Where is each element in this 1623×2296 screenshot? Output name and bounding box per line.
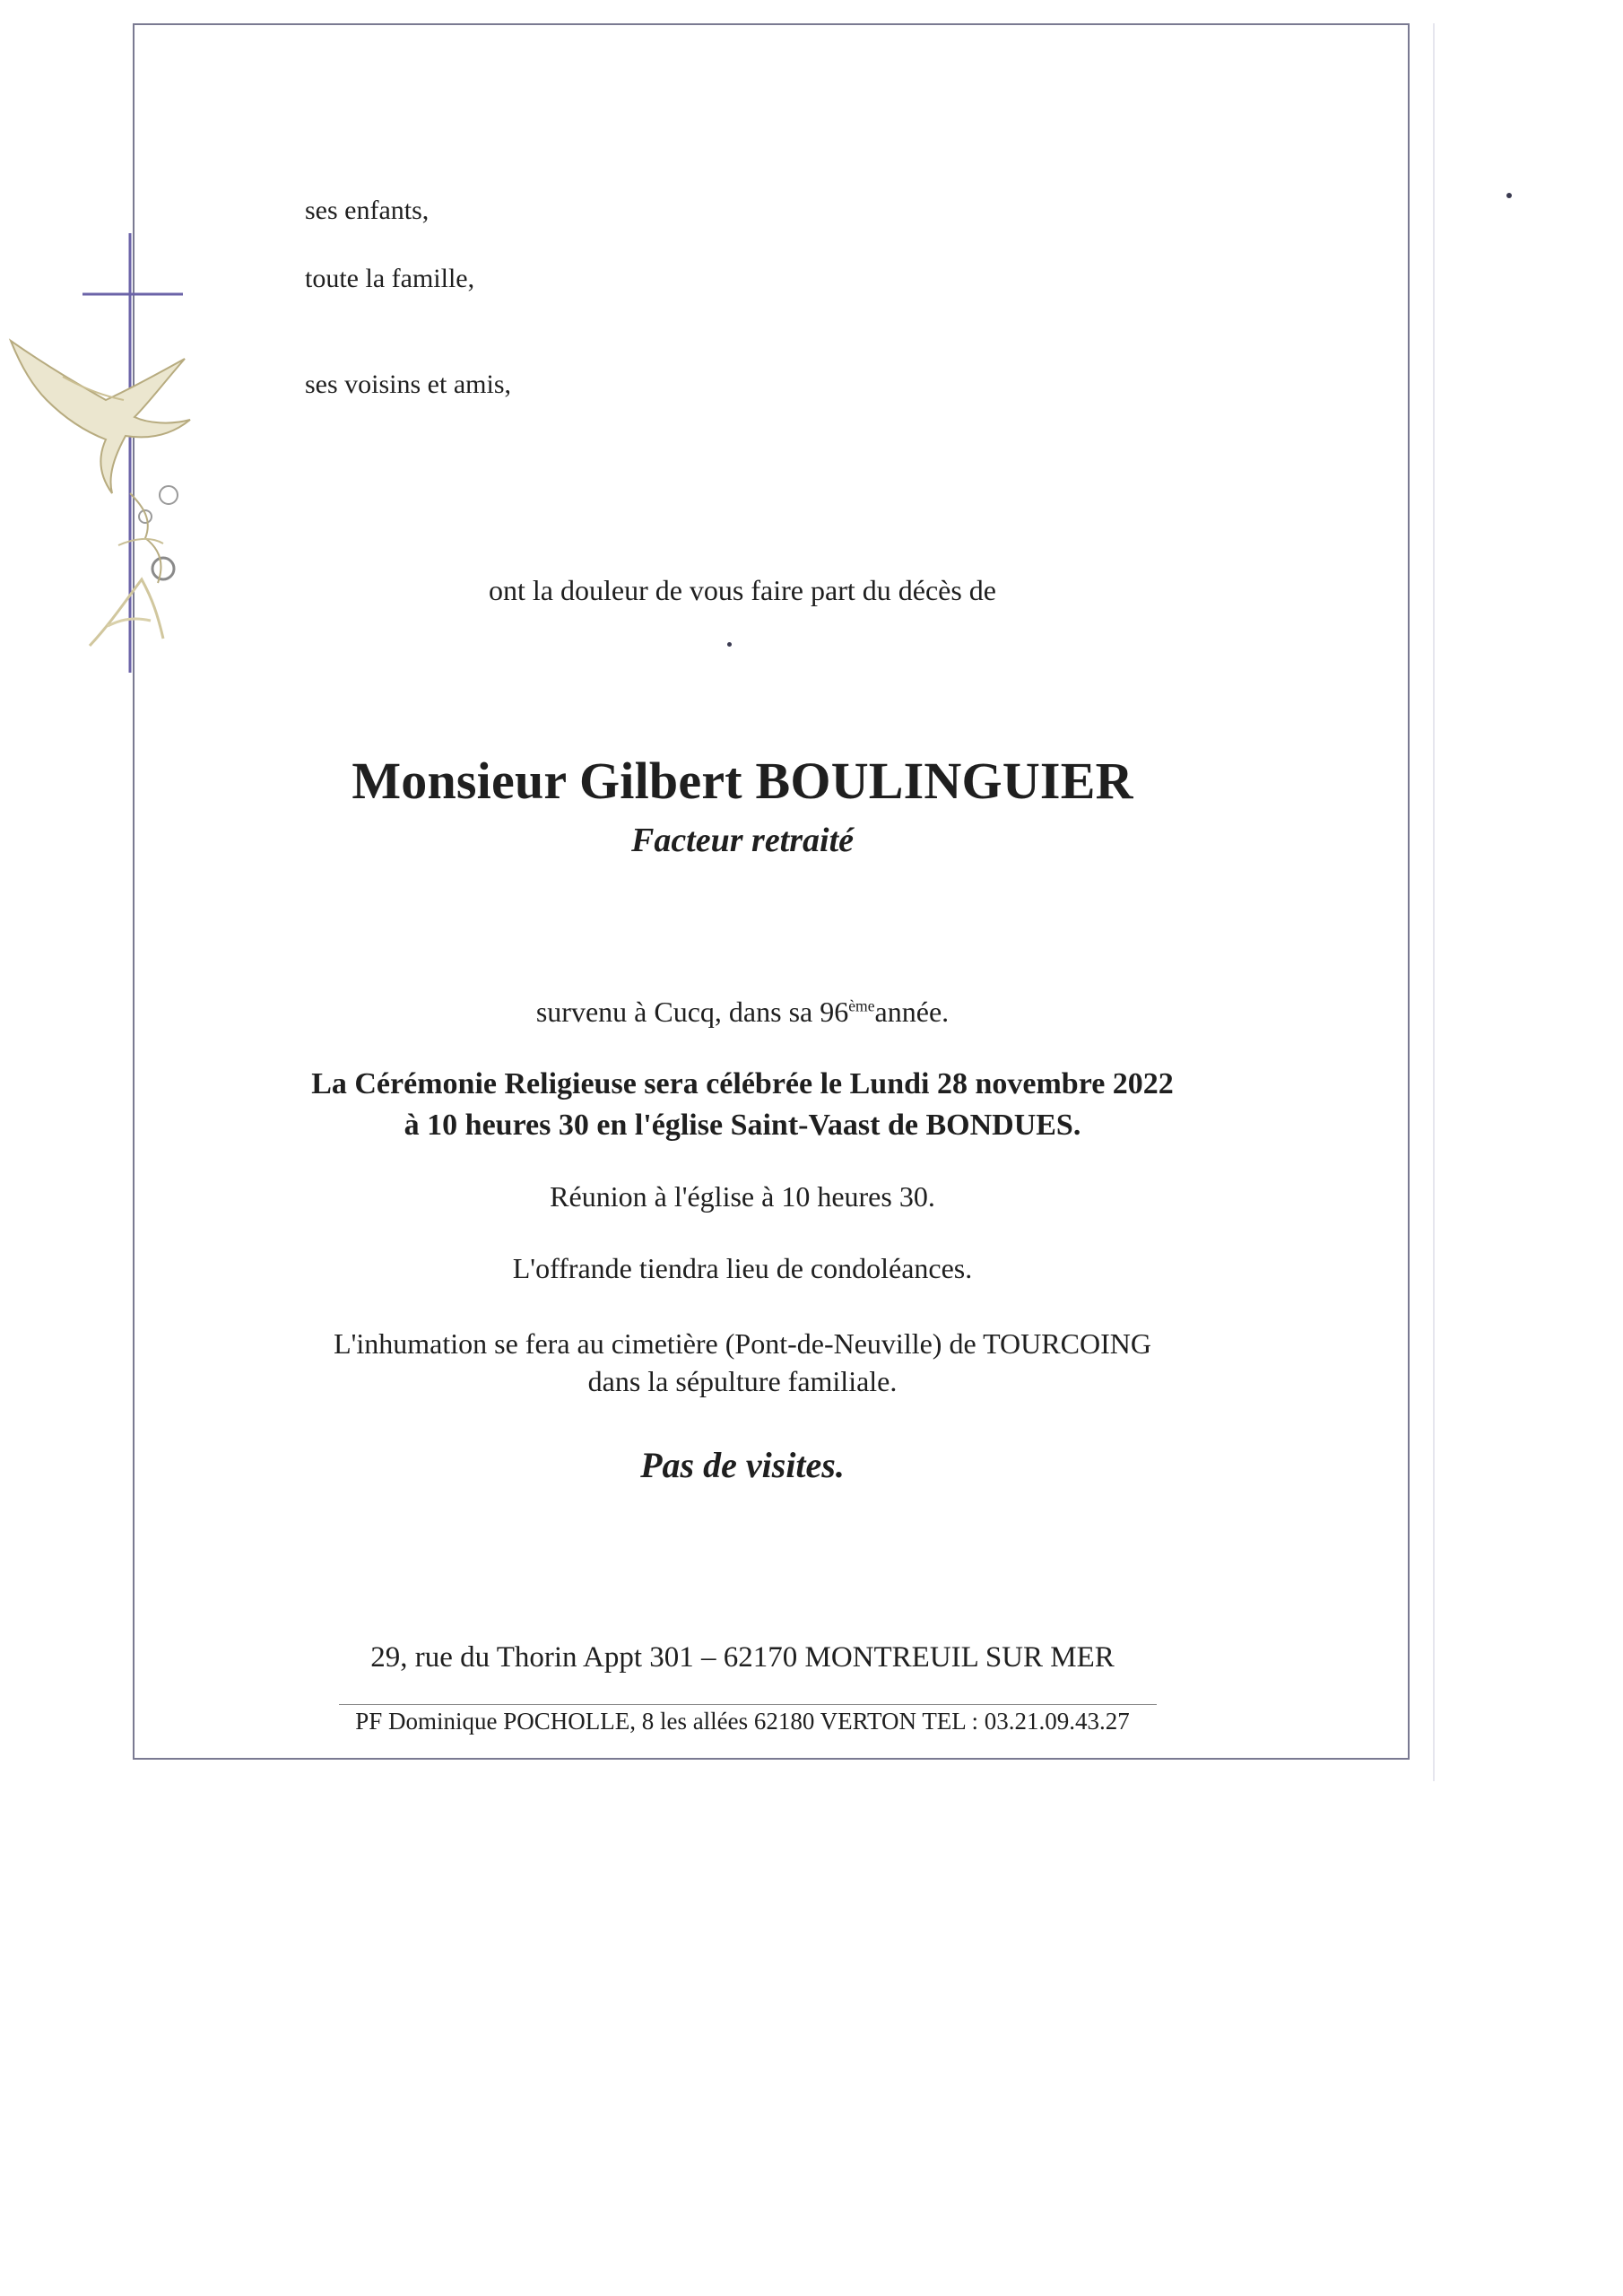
footer-divider: [339, 1704, 1157, 1705]
scan-dot: [727, 642, 732, 647]
death-suffix: année.: [874, 996, 950, 1028]
announcement-text: ont la douleur de vous faire part du décès de: [488, 574, 996, 606]
funeral-home-info: PF Dominique POCHOLLE, 8 les allées 62180 VERTON TEL : 03.21.09.43.27: [355, 1708, 1130, 1735]
page-edge-rule: [1433, 23, 1435, 1781]
scan-dot: [1506, 193, 1512, 198]
cross-dove-flowers-icon: [0, 224, 251, 691]
burial-line-2: dans la sépulture familiale.: [587, 1365, 898, 1397]
burial-line-1: L'inhumation se fera au cimetière (Pont-de-Neuville) de TOURCOING: [334, 1327, 1151, 1360]
ceremony-line-2: à 10 heures 30 en l'église Saint-Vaast de BONDUES.: [404, 1109, 1081, 1142]
offering-info: L'offrande tiendra lieu de condoléances.: [512, 1252, 973, 1284]
death-superscript: ème: [848, 996, 875, 1015]
ceremony-line-1: La Cérémonie Religieuse sera célébrée le Lundi 28 novembre 2022: [311, 1067, 1174, 1100]
family-address: 29, rue du Thorin Appt 301 – 62170 MONTREUIL SUR MER: [370, 1641, 1115, 1674]
deceased-name: Monsieur Gilbert BOULINGUIER: [352, 752, 1133, 810]
meeting-info: Réunion à l'église à 10 heures 30.: [550, 1180, 935, 1213]
family-line-children: ses enfants,: [305, 196, 430, 225]
family-line-friends: ses voisins et amis,: [305, 370, 511, 399]
deceased-profession: Facteur retraité: [630, 822, 855, 859]
death-details: [0, 997, 1485, 1026]
family-line-family: toute la famille,: [305, 264, 475, 293]
no-visits-note: Pas de visites.: [640, 1445, 845, 1485]
death-prefix: survenu à Cucq, dans sa 96: [535, 996, 849, 1028]
